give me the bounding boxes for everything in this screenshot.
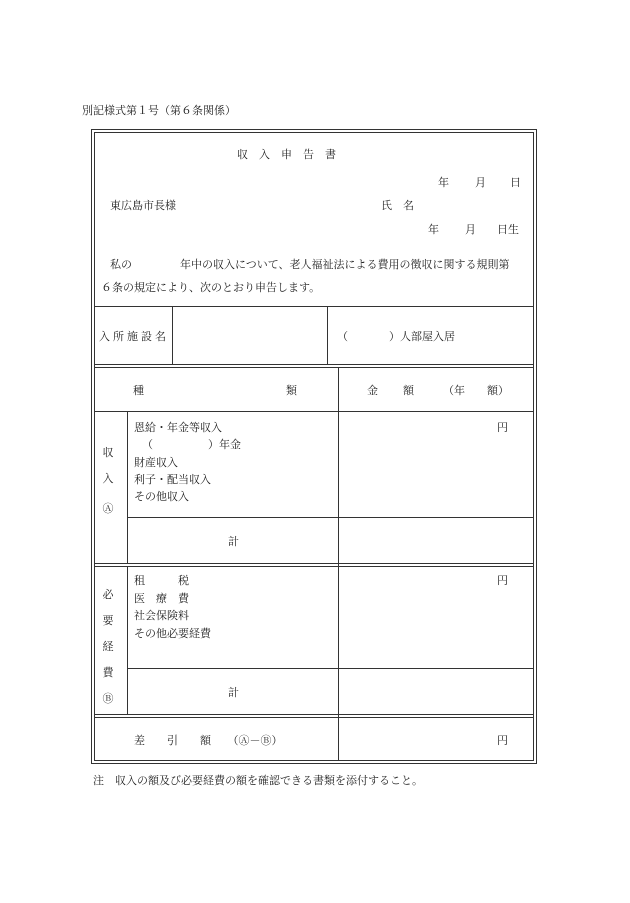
income-item: 財産収入 (134, 456, 178, 469)
difference-label: 差 引 額 （Ⓐ－Ⓑ） (134, 734, 283, 747)
header-amount-1: 金 (367, 384, 378, 397)
outer-border-left (91, 129, 92, 764)
addressee: 東広島市長様 (110, 199, 176, 212)
header-amount-2: 額 (403, 384, 414, 397)
form-reference: 別記様式第１号（第６条関係） (82, 104, 236, 117)
date-year: 年 (438, 176, 449, 189)
room-label: ）人部屋入居 (389, 330, 455, 343)
room-open: （ (337, 330, 348, 343)
outer-border-bottom (91, 763, 537, 764)
outer-border-top (91, 129, 537, 130)
expense-item: その他必要経費 (134, 627, 211, 640)
statement-line2: ６条の規定により、次のとおり申告します。 (101, 281, 321, 294)
income-total-label: 計 (228, 535, 239, 548)
expenses-yen: 円 (497, 574, 508, 587)
income-item: 利子・配当収入 (134, 473, 211, 486)
income-side-label: 収 入 Ⓐ (102, 446, 114, 515)
footnote: 注 収入の額及び必要経費の額を確認できる書類を添付すること。 (93, 774, 423, 787)
facility-label: 入所施設名 (99, 330, 169, 343)
outer-border-right (536, 129, 537, 764)
expenses-side-label: 必 要 経 費 Ⓑ (102, 588, 114, 705)
birth-month: 月 (465, 223, 476, 236)
header-annual: （年 額） (443, 384, 509, 397)
header-type-2: 類 (286, 384, 297, 397)
income-item: 恩給・年金等収入 (134, 421, 222, 434)
date-month: 月 (475, 176, 486, 189)
birth-day: 日生 (497, 223, 519, 236)
expense-item: 租 税 (134, 574, 189, 587)
page-title: 収 入 申 告 書 (237, 148, 336, 161)
date-day: 日 (510, 176, 521, 189)
income-item: （ ）年金 (142, 438, 241, 451)
header-type-1: 種 (133, 384, 144, 397)
expense-item: 社会保険料 (134, 609, 189, 622)
income-yen: 円 (497, 421, 508, 434)
difference-yen: 円 (497, 734, 508, 747)
statement-start: 私の (110, 258, 132, 271)
income-item: その他収入 (134, 490, 189, 503)
birth-year: 年 (428, 223, 439, 236)
statement-line1: 年中の収入について、老人福祉法による費用の徴収に関する規則第 (180, 258, 510, 271)
expense-item: 医 療 費 (134, 592, 189, 605)
expenses-total-label: 計 (228, 686, 239, 699)
name-label: 氏 名 (381, 199, 414, 212)
